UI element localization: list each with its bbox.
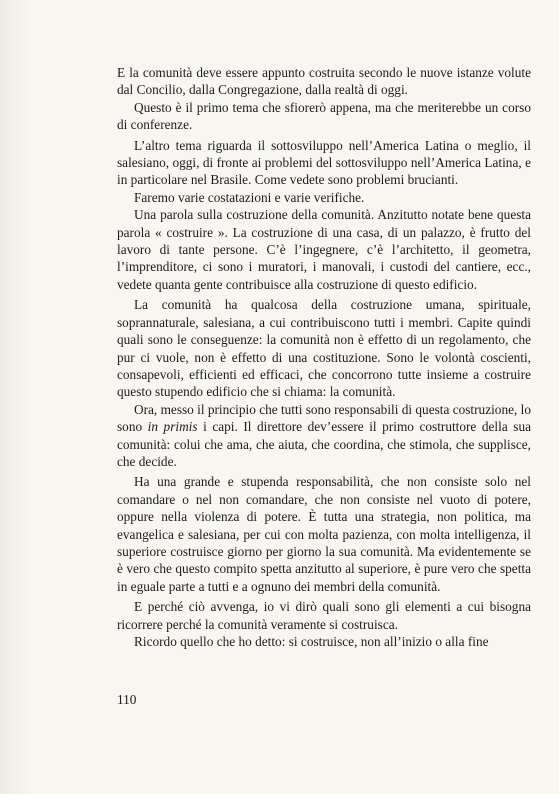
italic-phrase: in primis (147, 419, 198, 435)
paragraph: E perché ciò avvenga, io vi dirò quali sono gli elementi a cui bisogna ricorrere perché la comunità veramente si costruisca. (117, 599, 531, 632)
paragraph: E la comunità deve essere appunto costruita secondo le nuove istanze volute dal Concilio, dalla Congregazione, dalla realtà di oggi. (117, 65, 531, 98)
paragraph: Faremo varie costatazioni e varie verifiche. (134, 189, 365, 205)
paragraph: Ha una grande e stupenda responsabilità, che non consiste solo nel comandare o nel non comandare, che non consiste nel vuoto di potere, oppure nella violenza di potere. È tutta una strategia, non politica, ma evangelica e salesiana, per cui con molta pazienza, con molta intelligenza, il superiore costruisce giorno per giorno la sua comunità. Ma evidentemente se è vero che questo compito spetta anzitutto al superiore, è pure vero che spetta in eguale parte a tutti e a ognuno dei membri della comunità. (117, 474, 531, 594)
paragraph: L’altro tema riguarda il sottosviluppo nell’America Latina o meglio, il salesiano, oggi, di fronte ai problemi del sottosviluppo nell’America Latina, e in particolare nel Brasile. Come vedete sono problemi brucianti. (117, 137, 531, 188)
text-run: Ora, messo il principio che tutti sono responsabili di questa costruzione, lo sono (117, 401, 531, 435)
paragraph: La comunità ha qualcosa della costruzione umana, spirituale, soprannaturale, salesiana, a cui contribuiscono tutti i membri. Capite quindi quali sono le conseguenze: la comunità non è effetto di un regolamento, che pur ci vuole, non è effetto di una costituzione. Sono le volontà coscienti, consapevoli, efficienti ed efficaci, che concorrono tutte insieme a costruire questo stupendo edificio che si chiama: la comunità. (117, 297, 531, 400)
paragraph-ora (117, 401, 531, 471)
paragraph: Ricordo quello che ho detto: si costruisce, non all’inizio o alla fine (134, 634, 489, 649)
text-run: i capi. Il direttore dev’essere il primo costruttore della sua comunità: colui che ama, che aiuta, che coordina, che stimola, che supplisce, che decide. (117, 419, 531, 469)
paragraph: Una parola sulla costruzione della comunità. Anzitutto notate bene questa parola « costruire ». La costruzione di una casa, di un palazzo, è frutto del lavoro di tante persone. C’è l’ingegnere, c’è l’architetto, il geometra, l’imprenditore, ci sono i muratori, i manovali, i custodi del cantiere, ecc., vedete quanta gente contribuisce alla costruzione di questo edificio. (117, 207, 531, 292)
page-body (117, 64, 531, 650)
page-number: 110 (117, 692, 137, 707)
page-edge-shadow (0, 0, 30, 794)
paragraph: Questo è il primo tema che sfiorerò appena, ma che meriterebbe un corso di conferenze. (117, 99, 531, 133)
